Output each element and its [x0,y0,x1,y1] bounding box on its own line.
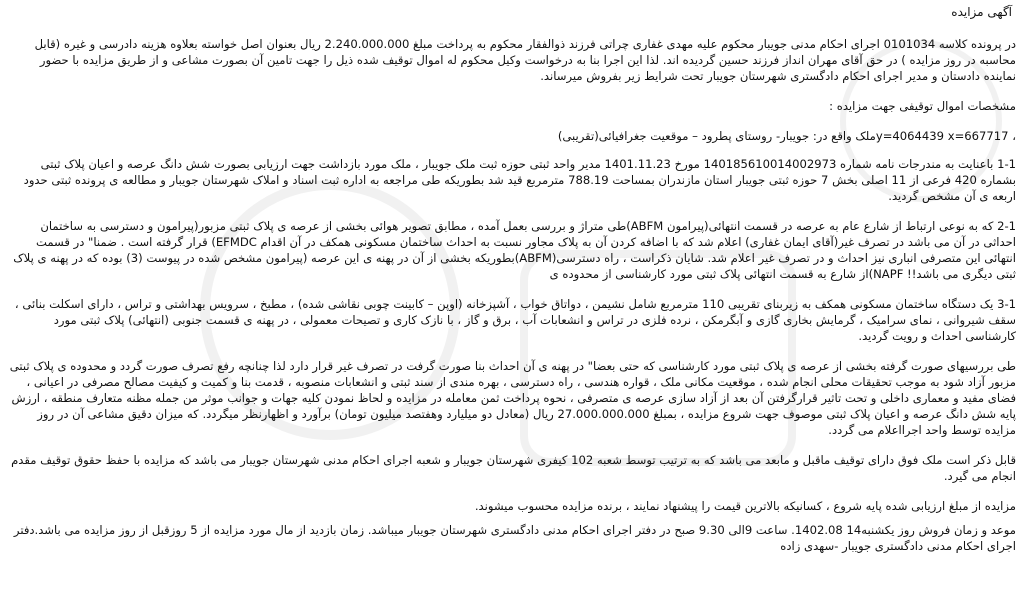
valuation-paragraph: طی بررسیهای صورت گرفته بخشی از عرصه ی پلاک ثبتی مورد کارشناسی که حتی بعضا" در پهنه ی آن احداث بنا صورت گرفت در تصرف غیر قرار دارد لذا چنانچه رفع تصرف صورت گردد و محدوده ی پلاک ثبتی مزبور آزاد شود به موجب تحقیقات محلی انجام شده ، موقعیت مکانی ملک ، قواره هندسی ، راه دسترسی ، بهره مندی از سند ثبتی و انشعابات منصوبه ، قدمت بنا و کمیت و کیفیت مصالح مصرفی در اعیانی ، فضای مفید و معماری داخلی و تحت تاثیر قرارگرفتن آن بعد از آزاد سازی عرصه ی متصرفی ، نحوه پرداخت ثمن معامله در مزایده و لحاظ نمودن کلیه جهات و جوانب موثر من جمله مظنه متعارف منطقه ، ارزش پایه شش دانگ عرصه و اعیان پلاک ثبتی موصوف جهت شروع مزایده ، بمبلغ 27.000.000.000 ریال (معادل دو میلیارد وهفتصد میلیون تومان) برآورد و اظهارنظر میگردد. که میزان دقیق مشاعی آن در روز مزایده توسط واحد اجرااعلام می گردد. [9,359,1016,437]
item-paragraph-2-1: 2-1 که به نوعی ارتباط از شارع عام به عرصه در قسمت انتهائی(پیرامون ABFM)طی متراژ و بررسی بعمل آمده ، مطابق تصویر هوائی بخشی از عرصه ی پلاک ثبتی مزبور(پیرامون و دسترسی به ساختمان احداثی در آن می باشد در تصرف غیر(آقای ایمان غفاری) اعلام شد که با اضافه کردن آن به پلاک مجاور نسبت به احداث ساختمان مسکونی همکف در آن اقدام EFMDC) قرار گرفته است . ضمنا" در قسمت انتهائی این متصرفی انباری نیز احداث و در تصرف غیر اعلام شد. شایان ذکراست ، راه دسترسی(ABFM)بطوریکه بخشی از آن در پهنه ی این عرصه (پیرامون مشخص شده در پیوست (3) بوده که در پهنه ی پلاک ثبتی دیگری می باشد!! NAPF)از شارع به قسمت انتهائی پلاک ثبتی مورد کارشناسی از محدوده ی [13,219,1016,281]
item-paragraph-3-1: 3-1 یک دستگاه ساختمان مسکونی همکف به زیربنای تقریبی 110 مترمربع شامل نشیمن ، دواتاق خواب ، آشپزخانه (اوپن – کابینت چوبی نقاشی شده) ، مطبخ ، سرویس بهداشتی و تراس ، دارای اسکلت بنائی ، سقف شیروانی ، نمای سرامیک ، گرمایش بخاری گازی و آبگرمکن ، نرده فلزی در تراس و انشعابات آب ، برق و گاز ، با نازک کاری و تصیحات معمولی ، در پهنه ی قسمت جنوبی (انتهائی) پلاک ثبتی مورد کارشناسی احداث و رویت گردید. [14,297,1016,343]
item-paragraph-1-1: 1-1 باعنایت به مندرجات نامه شماره 140185610014002973 مورخ 1401.11.23 مدیر واحد ثبتی حوزه ثبت ملک جویبار ، ملک مورد بازداشت جهت ارزیابی بصورت شش دانگ عرصه و اعیان پلاک ثبتی بشماره 420 فرعی از 11 اصلی بخش 7 حوزه ثبتی جویبار استان مازندران بمساحت 788.19 مترمربع قید شد بطوریکه طی مراجعه به اداره ثبت اسناد و املاک شهرستان جویبار و مطالعه ی پرونده ثبتی حدود اربعه ی آن مشخص گردید. [23,157,1016,203]
section-heading: مشخصات اموال توقیفی جهت مزایده : [829,99,1016,113]
intro-paragraph: در پرونده کلاسه 0101034 اجرای احکام مدنی جویبار محکوم علیه مهدی غفاری چراتی فرزند ذوالفقار محکوم به پرداخت مبلغ 2.240.000.000 ریال بعنوان اصل خواسته بعلاوه هزینه دادرسی و غیره (قابل محاسبه در روز مزایده ) در حق آقای مهران انداز فرزند حسین گردیده اند. لذا این اجرا بنا به درخواست وکیل محکوم له اموال توقیف شده ذیل را جهت تامین آن بصورت مشاعی و از طریق مزایده با حضور نماینده دادستان و مدیر اجرای احکام دادگستری شهرستان جویبار تحت شرایط زیر بفروش میرساند. [34,37,1016,83]
document-title: آگهی مزایده [951,5,1012,19]
location-line: ، y=4064439 x=667717ملک واقع در: جویبار- روستای پطرود – موقعیت جغرافیائی(تقریبی) [557,129,1016,143]
auction-start-paragraph: مزایده از مبلغ ارزیابی شده پایه شروع ، کسانیکه بالاترین قیمت را پیشنهاد نمایند ، برنده مزایده محسوب میشوند. [474,499,1016,513]
auction-date-paragraph: موعد و زمان فروش روز یکشنبه14 1402.08. ساعت 9الی 9.30 صبح در دفتر اجرای احکام مدنی دادگستری شهرستان جویبار میباشد. زمان بازدید از مال مورد مزایده از 5 روزقبل از روز مزایده می باشد.دفتر اجرای احکام مدنی دادگستری جویبار -سهدی زاده [13,523,1016,553]
seizure-note-paragraph: قابل ذکر است ملک فوق دارای توقیف ماقبل و مابعد می باشد که به ترتیب توسط شعبه 102 کیفری شهرستان جویبار و شعبه اجرای احکام مدنی شهرستان جویبار می باشد که مزایده با حفظ حقوق توقیف مقدم انجام می گیرد. [11,453,1016,483]
